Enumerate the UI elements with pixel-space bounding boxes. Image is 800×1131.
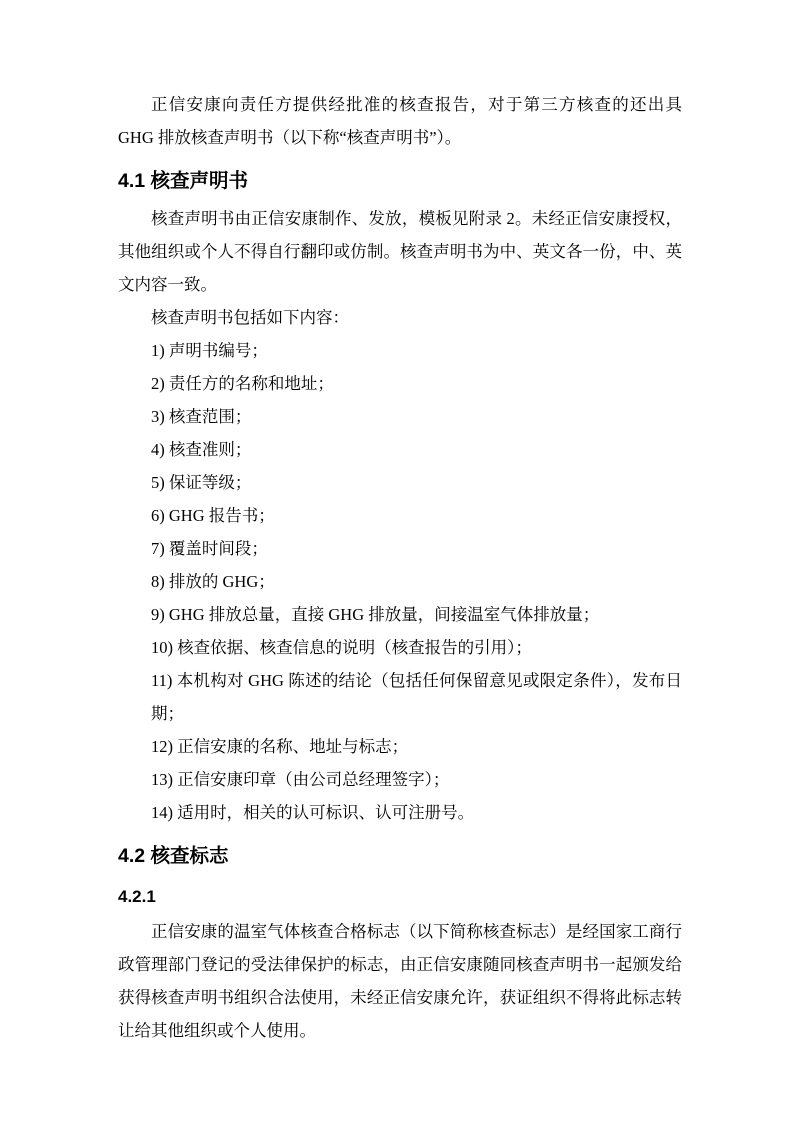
list-item: 4) 核查准则； (151, 440, 252, 459)
intro-paragraph: 正信安康向责任方提供经批准的核查报告，对于第三方核查的还出具 GHG 排放核查声明书（以下称“核查声明书”）。 (118, 95, 682, 147)
list-item: 5) 保证等级； (151, 473, 252, 492)
list-item: 11) 本机构对 GHG 陈述的结论（包括任何保留意见或限定条件），发布日期； (151, 671, 682, 723)
list-item: 12) 正信安康的名称、地址与标志； (151, 737, 409, 756)
list-item: 1) 声明书编号； (151, 341, 268, 360)
list-item: 3) 核查范围； (151, 407, 252, 426)
list-item: 8) 排放的 GHG； (151, 572, 275, 591)
list-item: 10) 核查依据、核查信息的说明（核查报告的引用）； (151, 638, 532, 657)
list-item: 7) 覆盖时间段； (151, 539, 268, 558)
list-item: 9) GHG 排放总量，直接 GHG 排放量，间接温室气体排放量； (151, 605, 600, 624)
section-4-2-1-paragraph-1: 正信安康的温室气体核查合格标志（以下简称核查标志）是经国家工商行政管理部门登记的受法律保护的标志，由正信安康随同核查声明书一起颁发给获得核查声明书组织合法使用，未经正信安康允许，获证组织不得将此标志转让给其他组织或个人使用。 (118, 922, 682, 1040)
list-item: 14) 适用时，相关的认可标识、认可注册号。 (151, 803, 475, 822)
section-heading-4-2-1: 4.2.1 (118, 887, 156, 906)
list-item: 2) 责任方的名称和地址； (151, 374, 334, 393)
list-item: 13) 正信安康印章（由公司总经理签字）； (151, 770, 450, 789)
section-4-1-paragraph-2: 核查声明书包括如下内容： (151, 308, 349, 327)
section-4-1-paragraph-1: 核查声明书由正信安康制作、发放，模板见附录 2。未经正信安康授权，其他组织或个人不得自行翻印或仿制。核查声明书为中、英文各一份，中、英文内容一致。 (118, 209, 682, 294)
statement-contents-list (118, 334, 682, 829)
section-heading-4-2: 4.2 核查标志 (118, 845, 229, 867)
list-item: 6) GHG 报告书； (151, 506, 275, 525)
section-heading-4-1: 4.1 核查声明书 (118, 170, 249, 192)
